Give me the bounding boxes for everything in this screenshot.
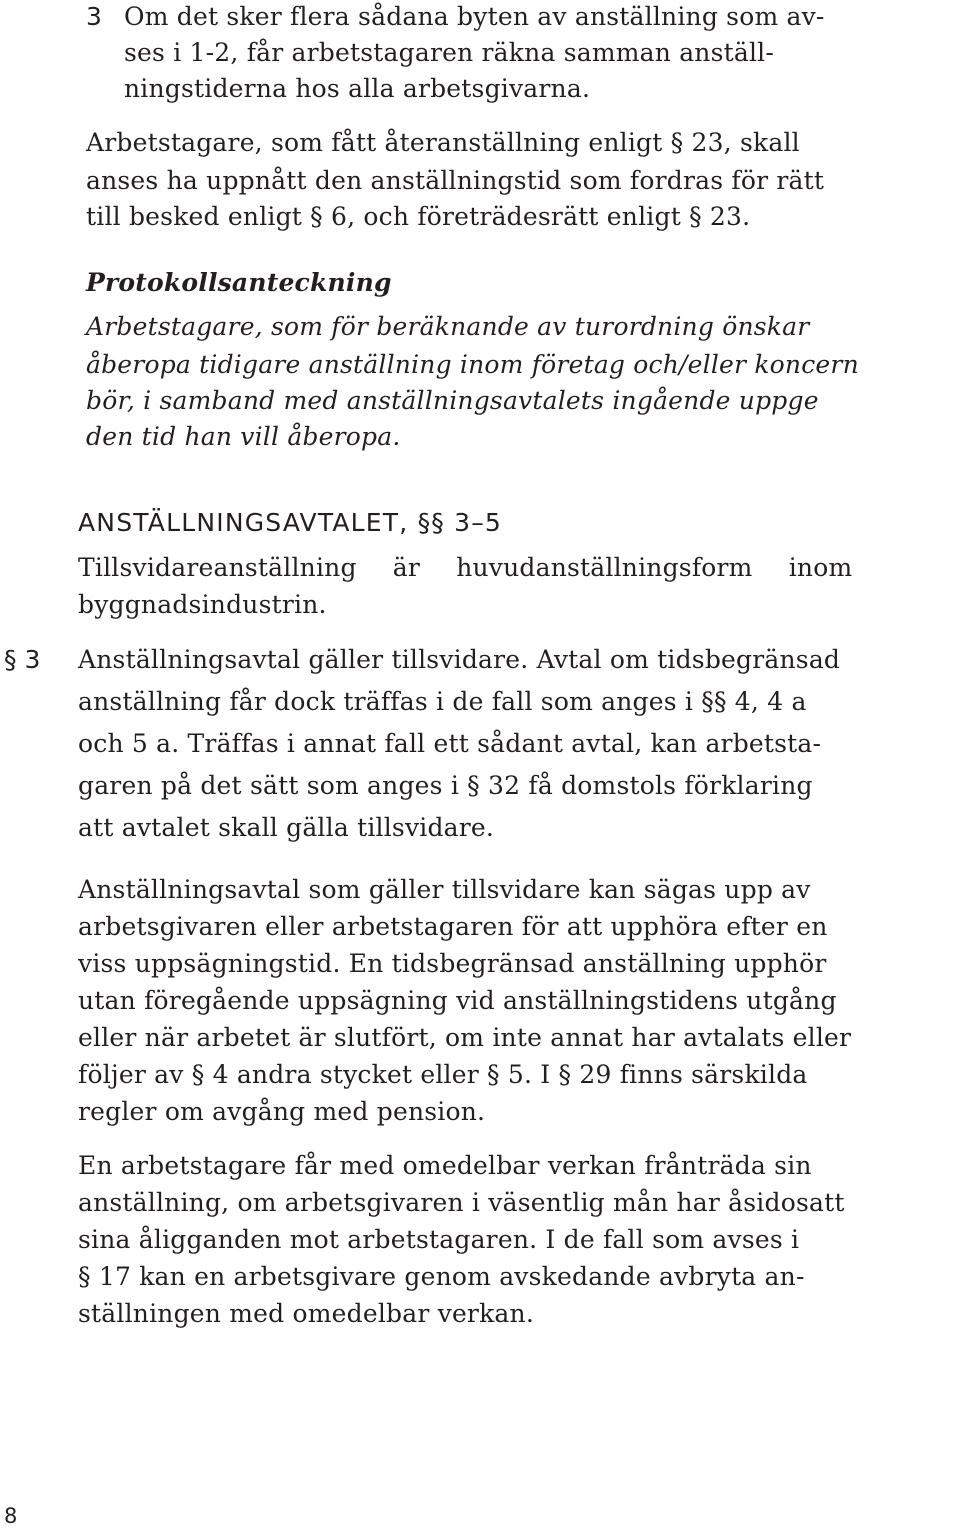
text-line: viss uppsägningstid. En tidsbegränsad anställning upphör <box>78 949 827 978</box>
text-line: bör, i samband med anställningsavtalets ingående uppge <box>86 386 819 415</box>
text-line: Tillsvidareanställning är huvudanställningsform inom <box>78 553 853 582</box>
text-line: byggnadsindustrin. <box>78 590 327 619</box>
text-line: anställning får dock träffas i de fall som anges i §§ 4, 4 a <box>78 687 807 716</box>
text-line: den tid han vill åberopa. <box>86 422 401 451</box>
text-line: och 5 a. Träffas i annat fall ett sådant avtal, kan arbetsta- <box>78 729 822 758</box>
text-line: ningstiderna hos alla arbetsgivarna. <box>124 74 591 103</box>
text-line: till besked enligt § 6, och företrädesrätt enligt § 23. <box>86 202 751 231</box>
text-line: följer av § 4 andra stycket eller § 5. I § 29 finns särskilda <box>78 1060 808 1089</box>
text-line: Arbetstagare, som för beräknande av turordning önskar <box>86 312 810 341</box>
page-number: 8 <box>4 1504 18 1528</box>
text-line: åberopa tidigare anställning inom företag och/eller koncern <box>86 350 859 379</box>
protocol-note-heading: Protokollsanteckning <box>86 268 392 297</box>
text-line: att avtalet skall gälla tillsvidare. <box>78 813 495 842</box>
text-line: sina åligganden mot arbetstagaren. I de fall som avses i <box>78 1225 800 1254</box>
text-line: eller när arbetet är slutfört, om inte annat har avtalats eller <box>78 1023 852 1052</box>
text-line: Arbetstagare, som fått återanställning enligt § 23, skall <box>86 128 800 157</box>
text-line: garen på det sätt som anges i § 32 få domstols förklaring <box>78 771 813 800</box>
text-line: Om det sker flera sådana byten av anställning som av- <box>124 2 825 31</box>
text-line: anställning, om arbetsgivaren i väsentlig mån har åsidosatt <box>78 1188 845 1217</box>
section-heading: ANSTÄLLNINGSAVTALET, §§ 3–5 <box>78 508 503 537</box>
paragraph-marker: § 3 <box>4 645 41 674</box>
text-line: ställningen med omedelbar verkan. <box>78 1299 534 1328</box>
text-line: regler om avgång med pension. <box>78 1097 486 1126</box>
text-line: ses i 1-2, får arbetstagaren räkna samman anställ- <box>124 38 775 67</box>
text-line: Anställningsavtal som gäller tillsvidare kan sägas upp av <box>78 875 811 904</box>
text-line: En arbetstagare får med omedelbar verkan frånträda sin <box>78 1151 812 1180</box>
text-line: anses ha uppnått den anställningstid som fordras för rätt <box>86 166 825 195</box>
text-line: utan föregående uppsägning vid anställningstidens utgång <box>78 986 837 1015</box>
text-line: Anställningsavtal gäller tillsvidare. Avtal om tidsbegränsad <box>78 645 841 674</box>
list-number: 3 <box>86 2 103 31</box>
text-line: arbetsgivaren eller arbetstagaren för att upphöra efter en <box>78 912 828 941</box>
text-line: § 17 kan en arbetsgivare genom avskedande avbryta an- <box>78 1262 805 1291</box>
